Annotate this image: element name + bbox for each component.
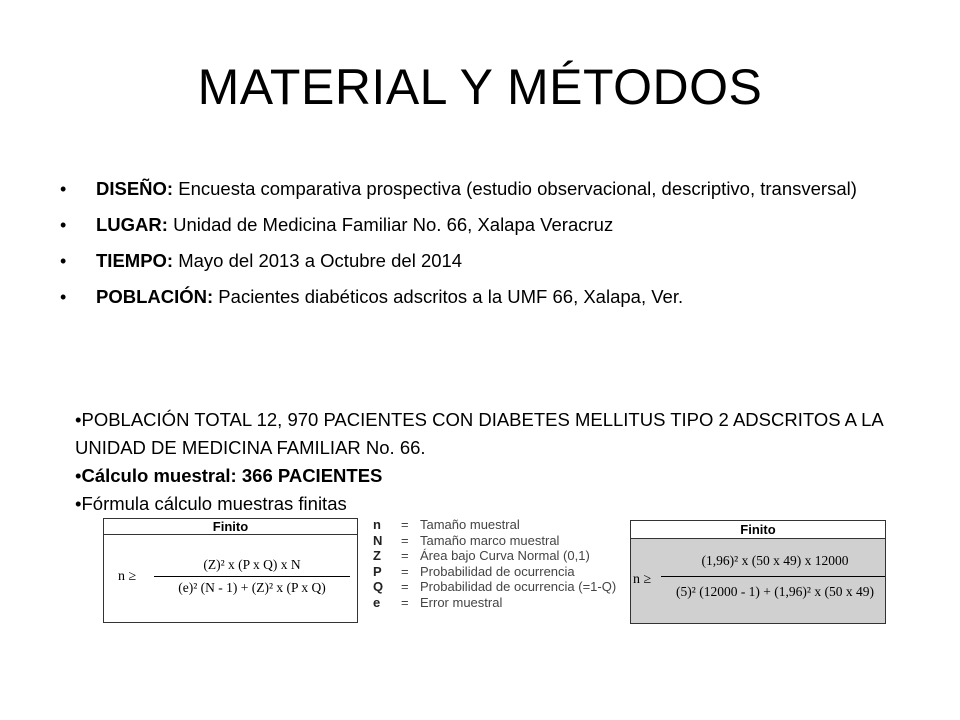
- legend-row: [373, 579, 616, 595]
- legend-equals: =: [401, 517, 409, 532]
- calculation-numerator: (1,96)² x (50 x 49) x 12000: [701, 553, 849, 568]
- legend-desc: Tamaño muestral: [420, 517, 520, 532]
- finite-formula-box: [103, 518, 358, 623]
- legend-equals: =: [401, 594, 409, 610]
- sample-bullet: •: [75, 465, 82, 486]
- calculation-fraction: [661, 547, 886, 606]
- formula-lhs: n ≥: [118, 569, 137, 584]
- formula-header: Finito: [104, 519, 357, 535]
- legend-symbol: P: [373, 563, 382, 579]
- bullet-text: Pacientes diabéticos adscritos a la UMF 66, Xalapa, Ver.: [213, 286, 684, 307]
- formula-expression: [104, 555, 357, 605]
- calculation-denominator: (5)² (12000 - 1) + (1,96)² x (50 x 49): [676, 584, 874, 599]
- bullet-dot: •: [60, 287, 67, 307]
- formula-denominator: (e)² (N - 1) + (Z)² x (P x Q): [178, 580, 326, 595]
- population-block: [75, 406, 935, 518]
- calculation-lhs: n ≥: [633, 572, 652, 587]
- bullet-label: POBLACIÓN:: [96, 286, 214, 307]
- legend-equals: =: [401, 579, 409, 594]
- legend-row: [373, 595, 616, 611]
- legend-desc: Probabilidad de ocurrencia (=1-Q): [420, 579, 617, 594]
- bullet-text: Encuesta comparativa prospectiva (estudio observacional, descriptivo, transversal): [173, 178, 857, 199]
- legend-equals: =: [401, 563, 409, 579]
- bullet-text: Unidad de Medicina Familiar No. 66, Xalapa Veracruz: [167, 214, 614, 235]
- fraction-bar: [154, 576, 350, 577]
- population-total-text: •POBLACIÓN TOTAL 12, 970 PACIENTES CON DIABETES MELLITUS TIPO 2 ADSCRITOS A LA UNIDAD DE MEDICINA FAMILIAR No. 66.: [75, 409, 883, 458]
- legend-equals: =: [401, 548, 409, 563]
- legend-symbol: N: [373, 532, 383, 548]
- legend-desc: Error muestral: [420, 594, 503, 610]
- formula-legend: [373, 517, 616, 610]
- sample-calculation-box: [630, 520, 886, 624]
- bullet-dot: •: [60, 179, 67, 199]
- legend-symbol: e: [373, 594, 381, 610]
- formula-fraction: [154, 555, 350, 598]
- legend-row: [373, 517, 616, 533]
- legend-symbol: Z: [373, 548, 381, 563]
- bullet-label: DISEÑO:: [96, 178, 174, 199]
- legend-row: [373, 564, 616, 580]
- legend-desc: Tamaño marco muestral: [420, 532, 560, 548]
- fraction-bar: [661, 576, 886, 577]
- legend-desc: Área bajo Curva Normal (0,1): [420, 548, 590, 563]
- bullet-time: [58, 248, 888, 274]
- bullet-label: TIEMPO:: [96, 250, 174, 271]
- bullet-text: Mayo del 2013 a Octubre del 2014: [173, 250, 463, 271]
- bullet-label: LUGAR:: [96, 214, 168, 235]
- bullet-design: [58, 176, 888, 202]
- formula-caption: •Fórmula cálculo muestras finitas: [75, 493, 347, 514]
- calculation-header: Finito: [631, 521, 885, 539]
- bullet-place: [58, 212, 888, 238]
- bullet-population: [58, 284, 888, 310]
- legend-desc: Probabilidad de ocurrencia: [420, 563, 575, 579]
- bullet-dot: •: [60, 251, 67, 271]
- sample-calc-line: [75, 462, 935, 490]
- sample-calc-text: Cálculo muestral: 366 PACIENTES: [81, 465, 383, 486]
- legend-row: [373, 548, 616, 564]
- legend-symbol: Q: [373, 579, 384, 594]
- legend-symbol: n: [373, 517, 381, 532]
- legend-equals: =: [401, 532, 409, 548]
- calculation-expression: [631, 547, 885, 611]
- slide-title: MATERIAL Y MÉTODOS: [197, 59, 763, 115]
- methods-bullet-list: [58, 176, 888, 320]
- bullet-dot: •: [60, 215, 67, 235]
- legend-row: [373, 533, 616, 549]
- formula-numerator: (Z)² x (P x Q) x N: [203, 557, 301, 572]
